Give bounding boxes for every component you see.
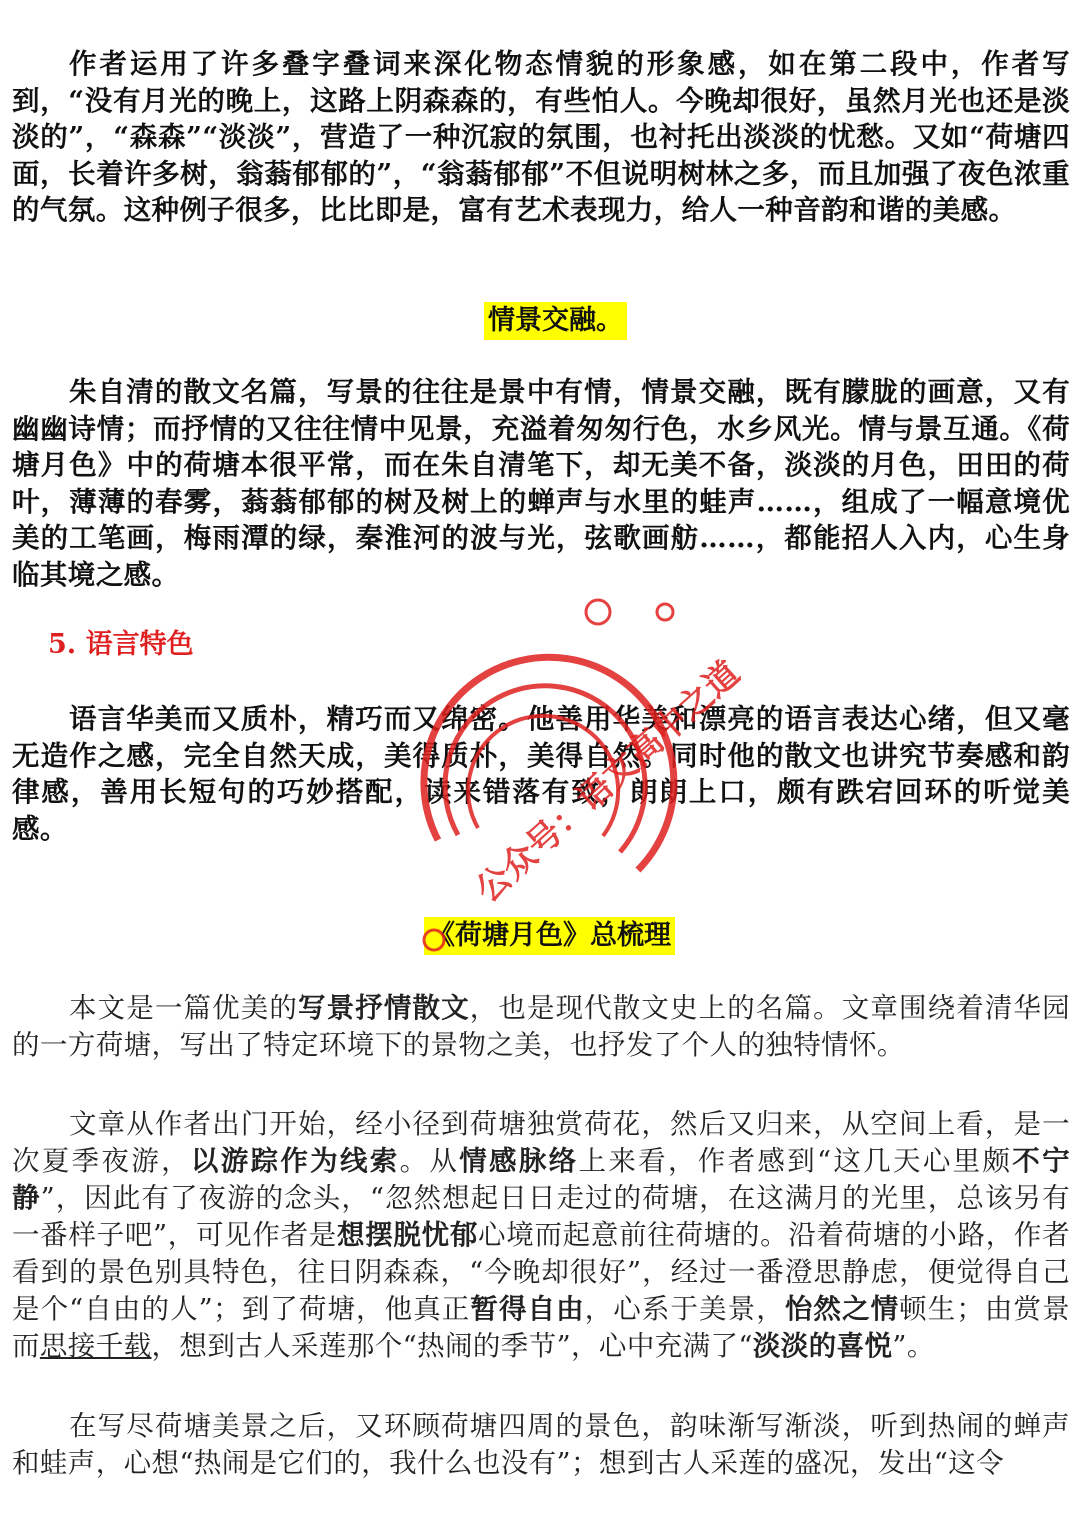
paragraph-qingjing: 朱自清的散文名篇，写景的往往是景中有情，情景交融，既有朦胧的画意，又有幽幽诗情；而抒情的又往往情中见景，充溢着匆匆行色，水乡风光。情与景互通。《荷塘月色》中的荷塘本很平常，而在朱自清笔下，却无美不备，淡淡的月色，田田的荷叶，薄薄的春雾，蓊蓊郁郁的树及树上的蝉声与水里的蛙声……，组成了一幅意境优美的工笔画，梅雨潭的绿，秦淮河的波与光，弦歌画舫……，都能招人入内，心生身临其境之感。 [12,376,1070,591]
paragraph-summary-clue: 文章从作者出门开始，经小径到荷塘独赏荷花，然后又归来，从空间上看，是一次夏季夜游，以游踪作为线索。从情感脉络上来看，作者感到“这几天心里颇不宁静”，因此有了夜游的念头，“忽然想起日日走过的荷塘，在这满月的光里，总该另有一番样子吧”，可见作者是想摆脱忧郁心境而起意前往荷塘的。沿着荷塘的小路，作者看到的景色别具特色，往日阴森森，“今晚却很好”，经过一番澄思静虑，便觉得自己是个“自由的人”；到了荷塘，他真正暂得自由，心系于美景，怡然之情顿生；由赏景而思接千载，想到古人采莲那个“热闹的季节”，心中充满了“淡淡的喜悦”。 [12,1108,1071,1362]
keyword-faint-joy: 淡淡的喜悦 [752,1330,893,1362]
keyword-emotion: 情感脉络 [459,1145,579,1177]
section-heading-language: 5. 语言特色 [48,629,194,660]
heading-qingjing-jiaorong: 情景交融。 [484,302,627,340]
paragraph-summary-surroundings: 在写尽荷塘美景之后，又环顾荷塘四周的景色，韵味渐写渐淡，听到热闹的蝉声和蛙声，心想“热闹是它们的，我什么也没有”；想到古人采莲的盛况，发出“这令 [12,1410,1070,1479]
keyword-freedom: 暂得自由 [470,1293,585,1325]
stamp-text: 公众号：语文高中之道 [468,653,748,911]
heading-summary: 《荷塘月色》总梳理 [424,917,675,955]
keyword-clue: 以游踪作为线索 [190,1145,400,1177]
paragraph-summary-intro: 本文是一篇优美的写景抒情散文，也是现代散文史上的名篇。文章围绕着清华园的一方荷塘，写出了特定环境下的景物之美，也抒发了个人的独特情怀。 [12,992,1071,1061]
paragraph-reduplication: 作者运用了许多叠字叠词来深化物态情貌的形象感，如在第二段中，作者写到，“没有月光的晚上，这路上阴森森的，有些怕人。今晚却很好，虽然月光也还是淡淡的”，“森森”“淡淡”，营造了一种沉寂的氛围，也衬托出淡淡的忧愁。又如“荷塘四面，长着许多树，翁蓊郁郁的”，“翁蓊郁郁”不但说明树林之多，而且加强了夜色浓重的气氛。这种例子很多，比比即是，富有艺术表现力，给人一种音韵和谐的美感。 [12,48,1070,226]
keyword-not-calm: 不宁静 [12,1145,1070,1214]
keyword-genre: 写景抒情散文 [297,992,470,1024]
keyword-escape: 想摆脱忧郁 [337,1219,479,1251]
paragraph-language-features: 语言华美而又质朴，精巧而又绵密。他善用华美和漂亮的语言表达心绪，但又毫无造作之感，完全自然天成，美得质朴，美得自然。同时他的散文也讲究节奏感和韵律感，善用长短句的巧妙搭配，读来错落有致，朗朗上口，颇有跌宕回环的听觉美感。 [12,703,1070,845]
keyword-joy-feeling: 怡然之情 [784,1293,900,1325]
underlined-phrase: 思接千载 [39,1330,152,1362]
